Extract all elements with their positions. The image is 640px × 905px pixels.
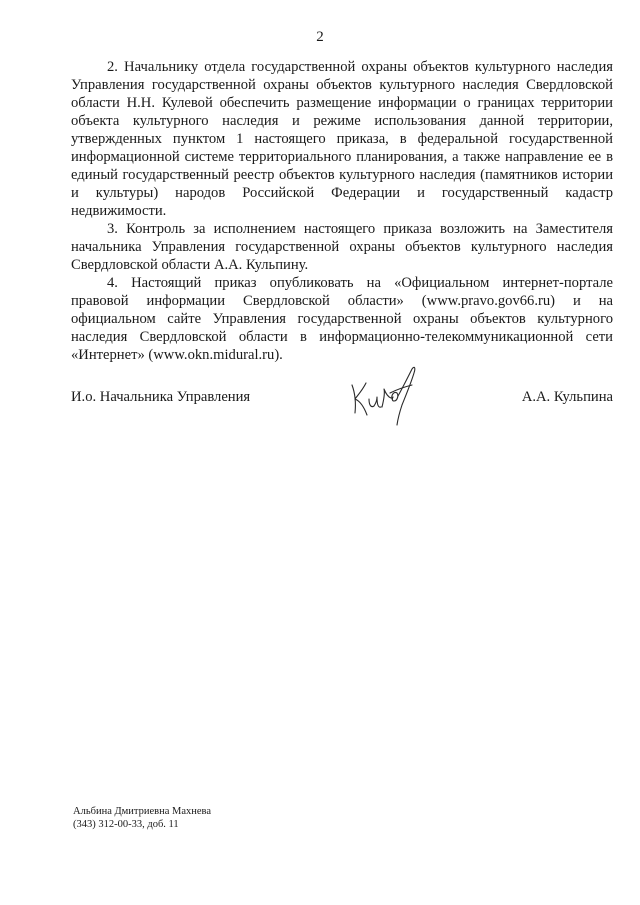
signatory-title: И.о. Начальника Управления: [71, 389, 251, 405]
paragraph-4: 4. Настоящий приказ опубликовать на «Официальном интернет-портале правовой информации Свердловской области» (www.pravo.gov66.ru) и на официальном сайте Управления государственной охраны объектов культурного наследия Свердловской области в информационно-телекоммуникационной сети «Интернет» (www.okn.midural.ru).: [71, 275, 613, 363]
paragraph-3: 3. Контроль за исполнением настоящего приказа возложить на Заместителя начальника Управления государственной охраны объектов культурного наследия Свердловской области А.А. Кульпину.: [71, 221, 613, 273]
executor-name: Альбина Дмитриевна Махнева: [73, 806, 212, 817]
executor-info: [73, 805, 211, 831]
page-number: 2: [316, 29, 324, 45]
paragraph-2: 2. Начальнику отдела государственной охраны объектов культурного наследия Управления государственной охраны объектов культурного наследия Свердловской области Н.Н. Кулевой обеспечить размещение информации о границах территории объекта культурного наследия и режиме использования данной территории, утвержденных пунктом 1 настоящего приказа, в федеральной государственной информационной системе территориального планирования, а также направление ее в единый государственный реестр объектов культурного наследия (памятников истории и культуры) народов Российской Федерации и государственный кадастр недвижимости.: [71, 59, 613, 219]
signature-block: [71, 385, 613, 445]
document-body: [71, 58, 613, 364]
handwritten-signature: [346, 363, 436, 433]
signatory-name: А.А. Кульпина: [521, 389, 613, 405]
executor-phone: (343) 312-00-33, доб. 11: [73, 819, 179, 830]
